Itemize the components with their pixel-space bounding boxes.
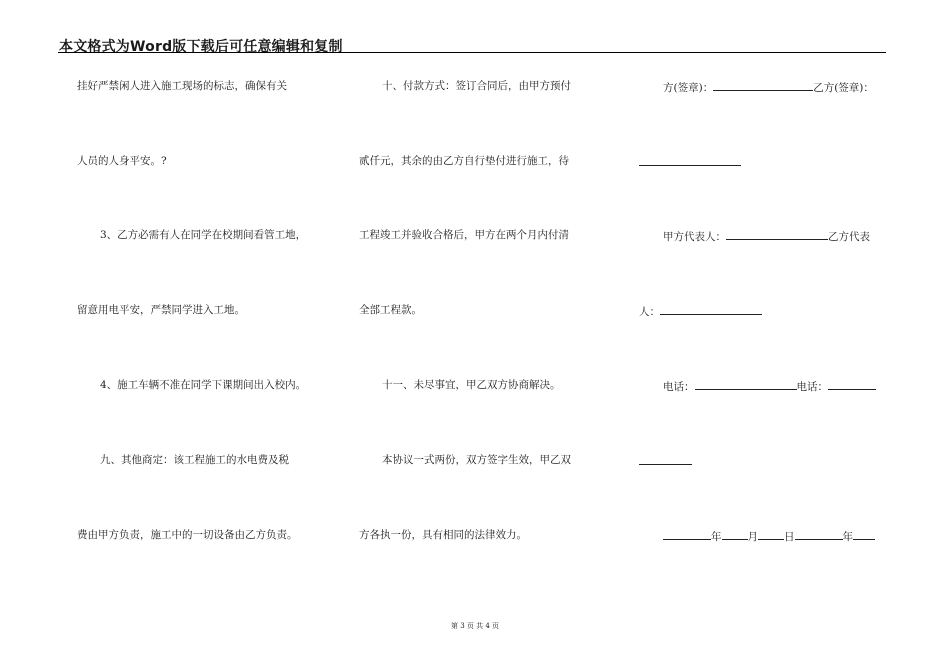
- date-year2-label: 年: [842, 531, 853, 543]
- sign-party-a-label: 方(签章)：: [663, 82, 714, 94]
- representative-line: [663, 228, 870, 244]
- date-year2-blank: [795, 528, 843, 540]
- page-number: 第 3 页 共 4 页: [450, 622, 500, 630]
- phone-b-label: 电话：: [796, 381, 828, 393]
- date-year-blank: [663, 528, 711, 540]
- sign-party-b-label: 乙方(签章)：: [813, 82, 874, 94]
- paragraph-line: 4、施工车辆不准在同学下课期间出入校内。: [100, 379, 307, 391]
- sign-party-b-blank: [639, 154, 741, 166]
- rep-party-a-label: 甲方代表人：: [663, 231, 726, 243]
- paragraph-line: 十、付款方式：签订合同后，由甲方预付: [382, 80, 571, 92]
- date-month-blank: [722, 528, 748, 540]
- signature-line: [663, 79, 874, 95]
- date-year-label: 年: [711, 531, 722, 543]
- paragraph-line: 费由甲方负责，施工中的一切设备由乙方负责。: [77, 529, 298, 541]
- sign-party-a-blank: [713, 79, 813, 91]
- header-title: 本文格式为Word版下载后可任意编辑和复制: [59, 39, 343, 55]
- header-rule: [58, 52, 886, 53]
- phone-a-label: 电话：: [663, 381, 695, 393]
- rep-party-b-blank: [660, 303, 762, 315]
- paragraph-line: 九、其他商定：该工程施工的水电费及税: [100, 454, 289, 466]
- paragraph-line: 3、乙方必需有人在同学在校期间看管工地，: [100, 229, 307, 241]
- signature-line: [639, 154, 741, 170]
- paragraph-line: 全部工程款。: [359, 304, 422, 316]
- phone-a-blank: [695, 378, 797, 390]
- phone-b-blank: [828, 378, 876, 390]
- paragraph-line: 挂好严禁闲人进入施工现场的标志，确保有关: [77, 80, 287, 92]
- paragraph-line: 十一、未尽事宜，甲乙双方协商解决。: [382, 379, 561, 391]
- rep-party-a-blank: [726, 228, 828, 240]
- paragraph-line: 贰仟元，其余的由乙方自行垫付进行施工，待: [359, 155, 569, 167]
- paragraph-line: 工程竣工并验收合格后，甲方在两个月内付清: [359, 229, 569, 241]
- paragraph-line: 方各执一份，具有相同的法律效力。: [359, 529, 527, 541]
- rep-party-b-label: 乙方代表: [828, 231, 870, 243]
- paragraph-line: 留意用电平安，严禁同学进入工地。: [77, 304, 245, 316]
- representative-line: [639, 303, 762, 319]
- date-day-label: 日: [784, 531, 795, 543]
- phone-line: [639, 453, 692, 469]
- date-tail-blank: [853, 528, 875, 540]
- date-month-label: 月: [747, 531, 758, 543]
- phone-line: [663, 378, 876, 394]
- date-day-blank: [758, 528, 784, 540]
- rep-party-b-label-end: 人：: [639, 306, 660, 318]
- phone-b-blank-cont: [639, 453, 692, 465]
- paragraph-line: 人员的人身平安。?: [77, 155, 167, 167]
- date-line: [663, 528, 875, 544]
- paragraph-line: 本协议一式两份，双方签字生效，甲乙双: [382, 454, 571, 466]
